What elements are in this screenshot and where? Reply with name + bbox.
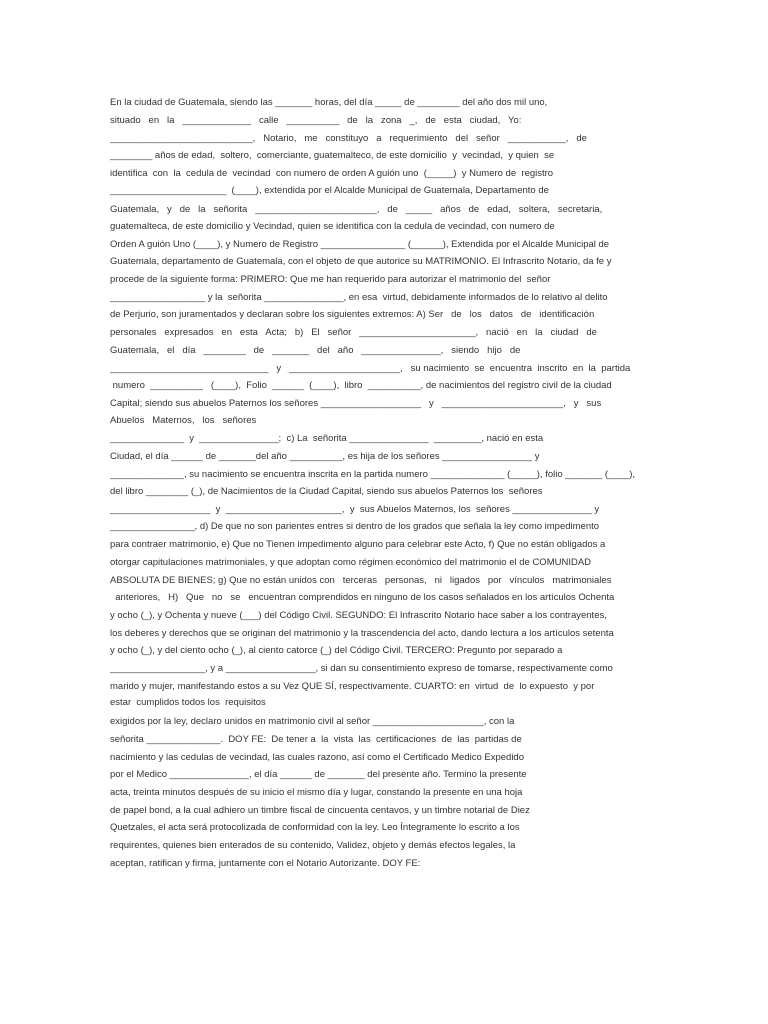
text-line: ______________, su nacimiento se encuentra inscrita en la partida numero ______________ (_____), folio _______ (____), [110,469,635,480]
text-line: En la ciudad de Guatemala, siendo las _______ horas, del día _____ de ________ del año dos mil uno, [110,97,548,108]
text-line: ___________________________, Notario, me constituyo a requerimiento del señor ___________, de [110,133,587,144]
text-line: Abuelos Maternos, los señores [110,415,257,426]
text-line: identifica con la cedula de vecindad con numero de orden A guión uno (_____) y Numero de registro [110,168,554,179]
text-line: Orden A guión Uno (____), y Numero de Registro ________________ (______), Extendida por el Alcalde Municipal de [110,239,610,250]
text-line: ___________________ y ______________________, y sus Abuelos Maternos, los señores _______________ y [110,504,600,515]
text-line: nacimiento y las cedulas de vecindad, las cuales razono, así como el Certificado Medico Expedido [110,752,525,763]
text-line: los deberes y derechos que se originan del matrimonio y la trascendencia del acto, dando lectura a los artículos setenta [110,628,614,639]
text-line: Guatemala, el día ________ de _______ del año _______________, siendo hijo de [110,345,521,356]
text-line: ______________________________ y _____________________, su nacimiento se encuentra inscrito en la partida [110,363,631,374]
text-line: de Perjurio, son juramentados y declaran sobre los siguientes extremos: A) Ser de los datos de identificación [110,309,595,320]
text-line: requirentes, quienes bien enterados de su contenido, Validez, objeto y demás efectos legales, la [110,840,516,851]
text-line: estar cumplidos todos los requisitos [110,697,266,708]
text-line: acta, treinta minutos después de su inicio el mismo día y lugar, constando la presente en una hoja [110,787,523,798]
text-line: ________________, d) De que no son parientes entres si dentro de los grados que señala la ley como impedimento [110,521,600,532]
text-line: otorgar capitulaciones matrimoniales, y que adoptan como régimen económico del matrimonio el de COMUNIDAD [110,557,592,568]
text-line: anteriores, H) Que no se encuentran comprendidos en ninguno de los casos señalados en los artículos Ochenta [110,592,615,603]
text-line: Ciudad, el día ______ de _______del año __________, es hija de los señores _________________ y [110,451,540,462]
text-line: __________________, y a _________________, si dan su consentimiento expreso de tomarse, respectivamente como [110,663,613,674]
text-line: Quetzales, el acta será protocolizada de conformidad con la ley. Leo Íntegramente lo escrito a los [110,822,520,833]
text-line: ______________________ (____), extendida por el Alcalde Municipal de Guatemala, Departamento de [110,185,549,196]
text-line: por el Medico _______________, el día ______ de _______ del presente año. Termino la presente [110,769,527,780]
text-line: Capital; siendo sus abuelos Paternos los señores ___________________ y _______________________, y sus [110,398,602,409]
text-line: ______________ y _______________; c) La señorita _______________ _________, nació en esta [110,433,544,444]
text-line: para contraer matrimonio, e) Que no Tienen impedimento alguno para celebrar este Acto, f) Que no están obligados a [110,539,606,550]
text-line: del libro ________ (_), de Nacimientos de la Ciudad Capital, siendo sus abuelos Paternos los señores [110,486,543,497]
text-line: Guatemala, departamento de Guatemala, con el objeto de que autorice su MATRIMONIO. El Infrascrito Notario, da fe y [110,256,612,267]
text-line: guatemalteca, de este domicilio y Vecindad, quien se identifica con la cedula de vecindad, con numero de [110,221,555,232]
text-line: ABSOLUTA DE BIENES; g) Que no están unidos con terceras personas, ni ligados por vínculos matrimoniales [110,575,612,586]
text-line: Guatemala, y de la señorita _______________________, de _____ años de edad, soltera, secretaria, [110,204,603,215]
text-line: numero __________ (____), Folio ______ (____), libro __________, de nacimientos del registro civil de la ciudad [110,380,612,391]
text-line: situado en la _____________ calle __________ de la zona _, de esta ciudad, Yo: [110,115,522,126]
text-line: y ocho (_), y del ciento ocho (_), al ciento catorce (_) del Código Civil. TERCERO: Pregunto por separado a [110,645,563,656]
text-line: de papel bond, a la cual adhiero un timbre fiscal de cincuenta centavos, y un timbre notarial de Diez [110,805,530,816]
text-line: procede de la siguiente forma: PRIMERO: Que me han requerido para autorizar el matrimonio del señor [110,274,551,285]
text-line: y ocho (_), y Ochenta y nueve (___) del Código Civil. SEGUNDO: El Infrascrito Notario hace saber a los contrayentes, [110,610,607,621]
text-line: exigidos por la ley, declaro unidos en matrimonio civil al señor _____________________, con la [110,716,515,727]
text-line: __________________ y la señorita _______________, en esa virtud, debidamente informados de lo relativo al delito [110,292,608,303]
text-line: personales expresados en esta Acta; b) El señor ______________________, nació en la ciudad de [110,327,597,338]
text-line: marido y mujer, manifestando estos a su Vez QUE SÍ, respectivamente. CUARTO: en virtud de lo expuesto y por [110,681,595,692]
text-line: aceptan, ratifican y firma, juntamente con el Notario Autorizante. DOY FE: [110,858,421,869]
text-line: ________ años de edad, soltero, comerciante, guatemalteco, de este domicilio y vecindad, y quien se [110,150,555,161]
text-line: señorita ______________. DOY FE: De tener a la vista las certificaciones de las partidas de [110,734,522,745]
